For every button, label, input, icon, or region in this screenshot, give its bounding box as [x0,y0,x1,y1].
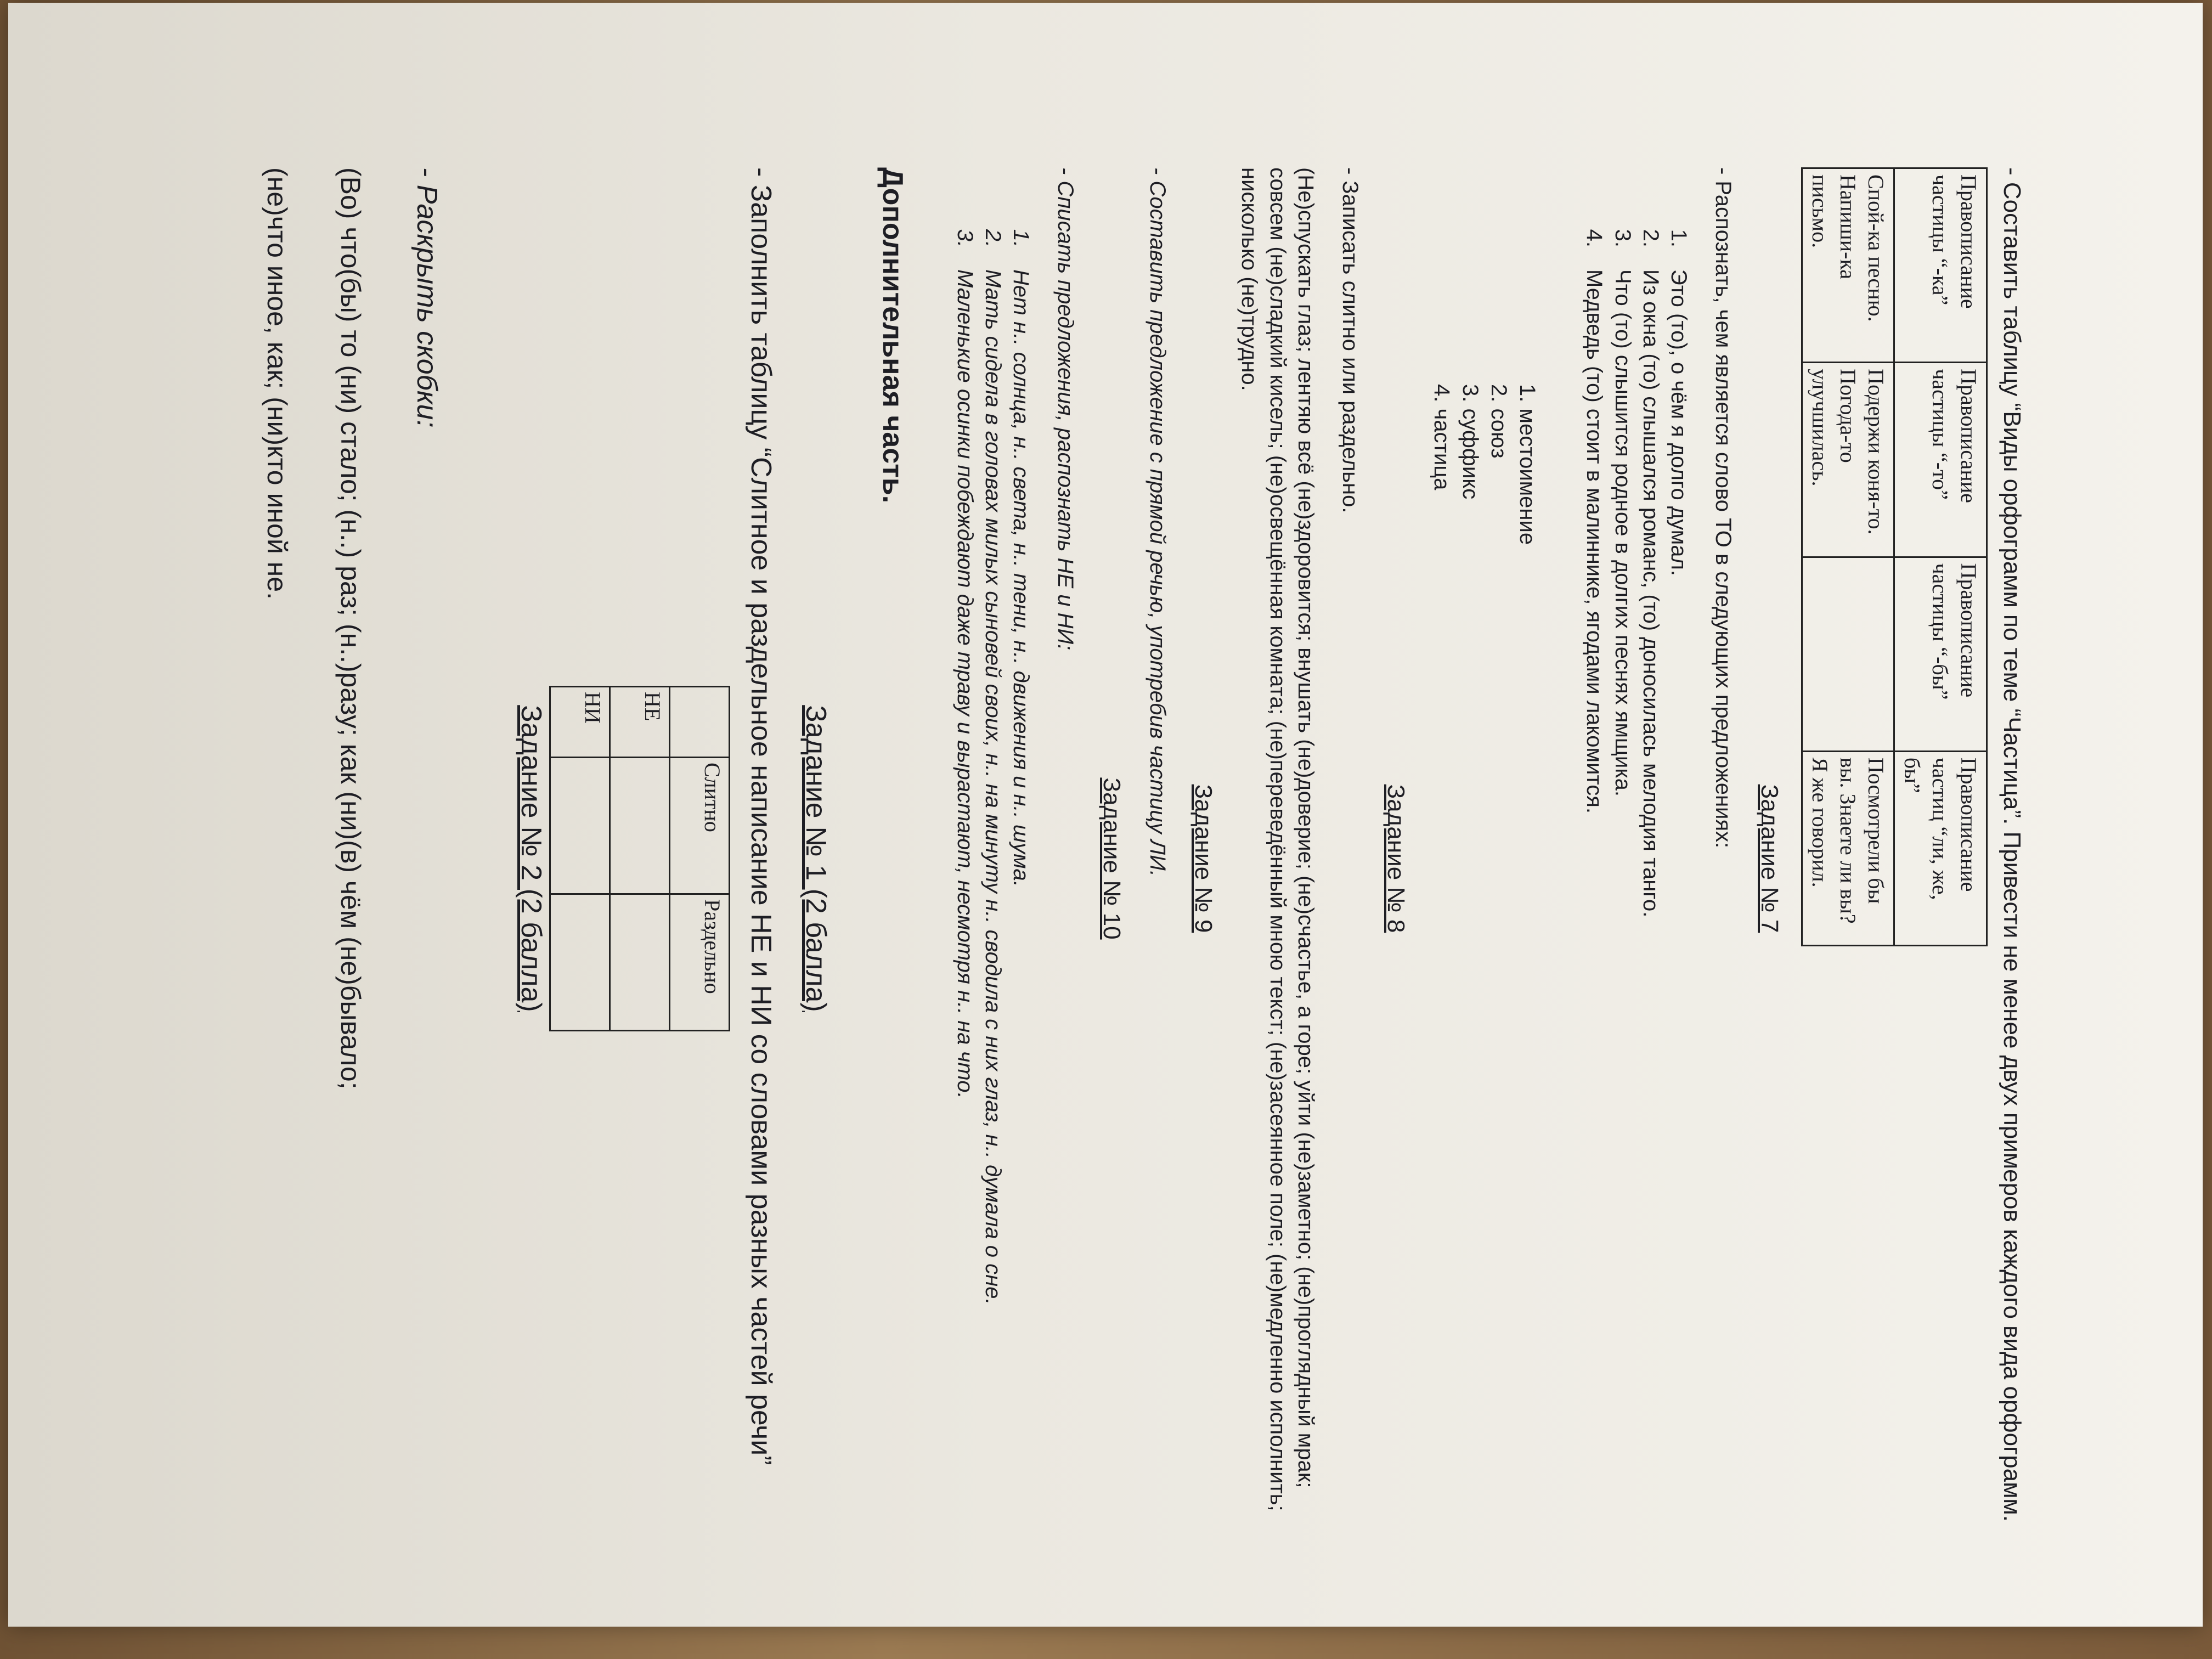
ne-ni-table-cell [610,894,669,1031]
particles-table-header-row [1894,168,1987,946]
list-item-number: 2. [1638,229,1663,247]
brackets-line-1: (Во) что(бы) то (ни) стало; (н..) раз; (н..)разу; как (ни)(в) чём (не)бывало; [335,167,366,1090]
extra-task2-title: Задание № 2 (2 балла) [515,705,547,1012]
list-item-text: Что (то) слышится родное в долгих песнях ямщика. [1610,269,1635,797]
ne-ni-table-cell [610,758,669,894]
list-item [979,228,1007,1550]
task8-title: Задание № 8 [1383,784,1410,933]
ne-ni-col-separate: Раздельно [669,894,729,1031]
task7-instruction: - Распознать, чем является слово ТО в следующих предложениях: [1711,167,1736,849]
task9-instruction: - Составить предложение с прямой речью, употребив частицу ЛИ. [1145,167,1170,877]
task6-instruction: - Составить таблицу “Виды орфограмм по теме “Частица”. Привести не менее двух примеров каждого вида орфограмм. [1999,167,2025,1522]
task8-instruction: - Записать слитно или раздельно. [1338,167,1362,514]
extra-task1-instruction: - Заполнить таблицу “Слитное и раздельное написание НЕ и НИ со словами разных частей речи” [745,167,777,1465]
task10-instruction: - Списать предложения, распознать НЕ и НИ: [1053,167,1078,651]
ne-ni-table [549,686,730,1031]
ne-ni-table-corner [669,687,729,758]
particles-table-row [1802,168,1894,946]
list-item-text: Медведь (то) стоит в малиннике, ягодами лакомится. [1582,269,1607,814]
ne-ni-col-together: Слитно [669,758,729,894]
list-item-number: 1. [1009,229,1034,247]
task7-answer-options [1427,384,1542,1550]
extra-task2-instruction: - Раскрыть скобки: [411,167,443,428]
particles-cell-ka: Спой-ка песню. Напиши-ка письмо. [1802,168,1894,363]
ne-ni-table-cell [550,758,610,894]
list-item-text: Из окна (то) слышался романс, (то) доносилась мелодия танго. [1638,269,1663,918]
task7-sentence-list [1580,167,1692,1550]
list-item-text: Маленькие осинки побеждают даже траву и вырастают, несмотря н.. на что. [952,269,977,1099]
brackets-line-2: (не)что иное, как; (ни)кто иной не. [262,167,293,600]
particles-header-by: Правописание частицы “-бы” [1894,557,1987,751]
task10-sentence-list [951,167,1035,1550]
particles-header-li-zhe-by: Правописание частиц “ли, же, бы” [1894,751,1987,945]
list-item-text: Мать сидела в головах милых сыновей своих, н.. на минуту н.. сводила с них глаз, н.. думала о сне. [981,269,1006,1305]
answer-option: 2. союз [1487,384,1511,459]
ne-row-header: НЕ [610,687,669,758]
particles-table [1801,167,1988,946]
task10-title: Задание № 10 [1098,777,1125,940]
list-item [1580,228,1608,1550]
list-item-number: 3. [1610,229,1635,247]
list-item-number: 3. [952,229,977,247]
task8-text: (Не)спускать глаз; лентяю всё (не)здоровится; внушать (не)доверие; (не)счастье, а горе; уйти (не)заметно; (не)проглядный мрак; совсем (не)сладкий кисель; (не)освещённая комната; (не)переведённый мною текст; (не)засеянное поле; (не)медленно исполнить; нисколько (не)трудно. [1237,167,1318,1511]
ni-row-header: НИ [550,687,610,758]
list-item [1007,228,1035,1550]
answer-option: 1. местоимение [1515,384,1540,545]
particles-cell-li-zhe-by: Посмотрели бы вы. Знаете ли вы? Я же говорил. [1802,751,1894,945]
extra-task1-title: Задание № 1 (2 балла) [799,705,832,1012]
particles-cell-by [1802,557,1894,751]
answer-option: 3. суффикс [1458,384,1483,500]
particles-header-to: Правописание частицы “-то” [1894,363,1987,557]
worksheet-page [8,3,2203,1627]
ne-ni-table-row [610,687,669,1031]
particles-cell-to: Подержи коня-то. Погода-то улучшилась. [1802,363,1894,557]
particles-header-ka: Правописание частицы “-ка” [1894,168,1987,363]
extra-part-heading: Дополнительная часть. [876,167,909,504]
list-item [1637,228,1664,1550]
task7-title: Задание № 7 [1756,784,1783,933]
list-item-text: Это (то), о чём я долго думал. [1667,269,1691,577]
list-item-number: 4. [1582,229,1607,247]
ne-ni-table-header-row [669,687,729,1031]
ne-ni-table-row [550,687,610,1031]
list-item-number: 2. [981,229,1006,247]
answer-option: 4. частица [1430,384,1454,490]
list-item [951,228,979,1550]
ne-ni-table-cell [550,894,610,1031]
worksheet-content [259,167,2027,1550]
list-item [1609,228,1637,1550]
list-item [1664,228,1692,1550]
task9-title: Задание № 9 [1190,784,1217,933]
list-item-number: 1. [1667,229,1691,247]
list-item-text: Нет н.. солнца, н.. света, н.. тени, н.. движения и н.. шума. [1009,269,1034,887]
